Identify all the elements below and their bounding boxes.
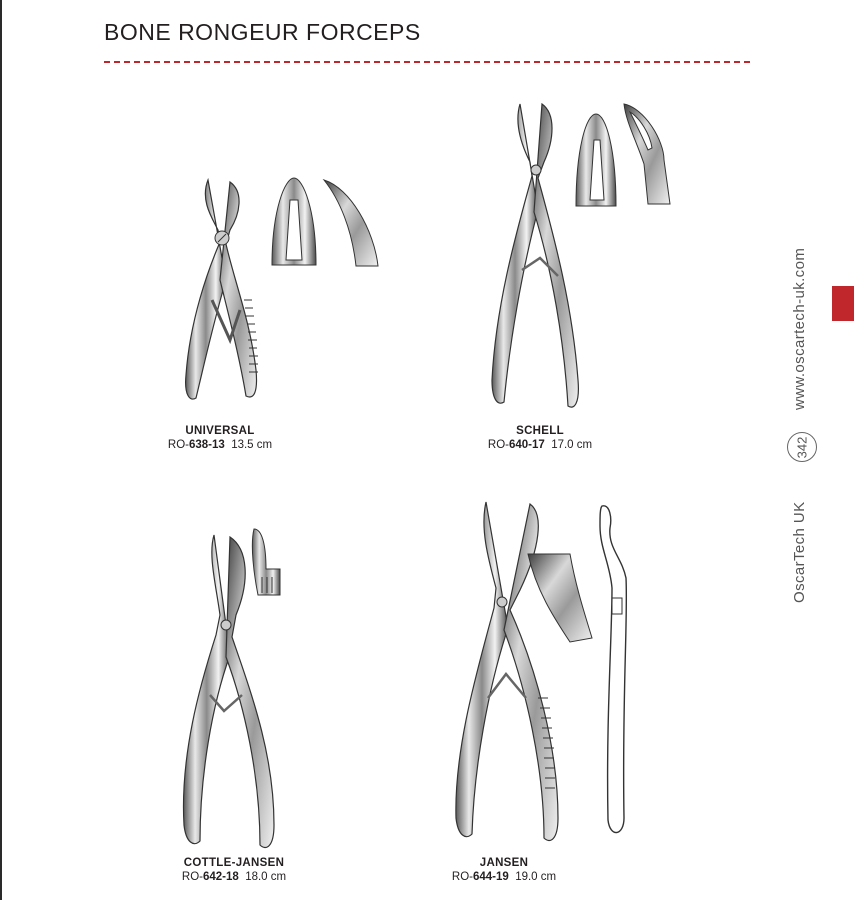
cottle-jansen-forceps-image	[170, 525, 300, 855]
page-number-badge	[787, 432, 817, 462]
jansen-forceps-image	[440, 498, 670, 848]
product-code: RO-644-19 19.0 cm	[451, 871, 557, 883]
product-caption-schell	[477, 424, 603, 452]
product-code: RO-640-17 17.0 cm	[487, 439, 593, 451]
section-tab	[832, 286, 854, 321]
page-title: BONE RONGEUR FORCEPS	[104, 19, 421, 45]
left-border	[0, 0, 2, 900]
schell-forceps-image	[480, 100, 700, 420]
universal-forceps-image	[160, 170, 390, 420]
product-code: RO-642-18 18.0 cm	[181, 871, 287, 883]
brand-name: OscarTech UK	[791, 501, 808, 603]
title-divider	[104, 61, 750, 63]
page-number: 342	[794, 436, 810, 458]
product-caption-cottle-jansen	[170, 856, 298, 884]
product-caption-jansen	[444, 856, 564, 884]
product-name: SCHELL	[516, 425, 564, 437]
product-name: UNIVERSAL	[185, 425, 255, 437]
product-caption-universal	[160, 424, 280, 452]
website-url: www.oscartech-uk.com	[791, 247, 808, 410]
product-name: JANSEN	[479, 857, 529, 869]
product-code: RO-638-13 13.5 cm	[167, 439, 273, 451]
product-name: COTTLE-JANSEN	[183, 857, 285, 869]
